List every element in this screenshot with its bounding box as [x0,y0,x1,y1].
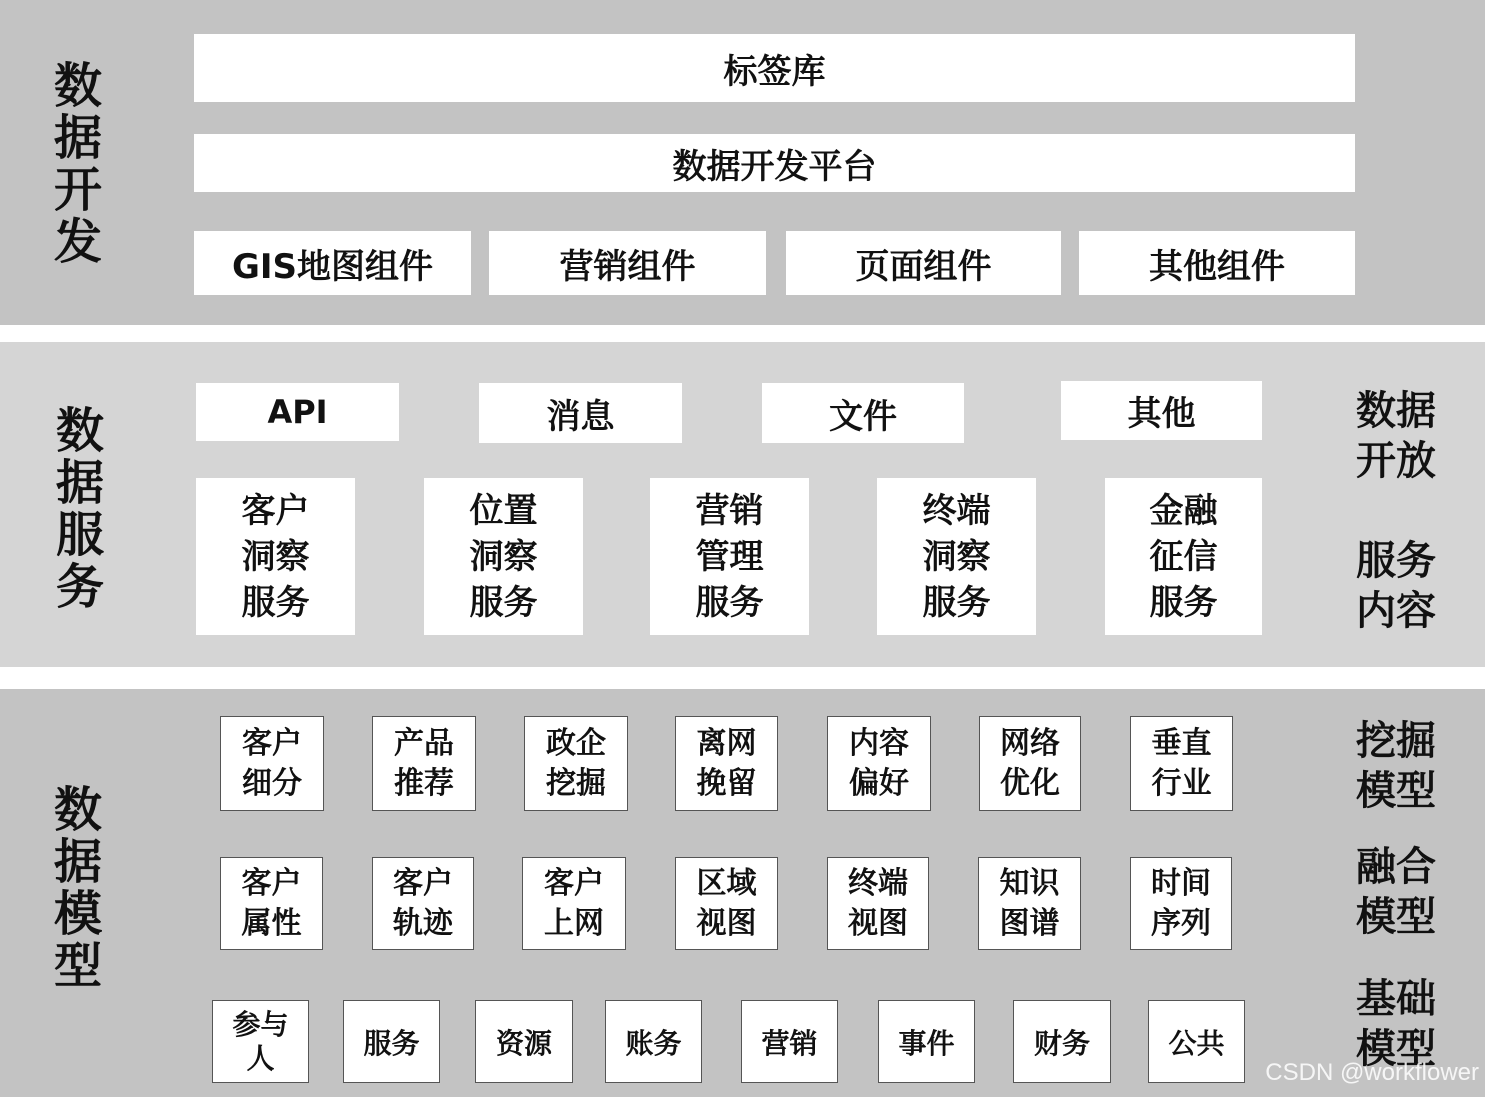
marketing-component-box: 营销组件 [489,231,766,295]
base-model-item: 财务 [1013,1000,1111,1083]
mining-model-item: 政企 挖掘 [524,716,628,811]
base-model-item: 参与 人 [212,1000,309,1083]
base-model-item: 营销 [741,1000,838,1083]
customer-insight-service-box: 客户 洞察 服务 [196,478,355,635]
base-model-item: 服务 [343,1000,440,1083]
fusion-model-item: 时间 序列 [1130,857,1232,950]
page-component-box: 页面组件 [786,231,1061,295]
file-box: 文件 [762,383,964,443]
mining-model-item: 客户 细分 [220,716,324,811]
mining-model-item: 垂直 行业 [1130,716,1233,811]
other-component-box: 其他组件 [1079,231,1355,295]
mining-model-label: 挖掘 模型 [1356,718,1436,814]
base-model-item: 资源 [475,1000,573,1083]
service-content-label: 服务 内容 [1356,538,1436,634]
fusion-model-label: 融合 模型 [1356,844,1436,940]
terminal-insight-service-box: 终端 洞察 服务 [877,478,1036,635]
message-box: 消息 [479,383,682,443]
mining-model-item: 产品 推荐 [372,716,476,811]
fusion-model-item: 知识 图谱 [978,857,1081,950]
mining-model-item: 网络 优化 [979,716,1081,811]
location-insight-service-box: 位置 洞察 服务 [424,478,583,635]
mining-model-item: 离网 挽留 [675,716,778,811]
watermark: CSDN @workflower [1265,1059,1479,1086]
fusion-model-item: 客户 属性 [220,857,323,950]
base-model-label: 基础 模型 [1356,976,1436,1072]
tag-library-box: 标签库 [194,34,1355,102]
base-model-item: 账务 [605,1000,702,1083]
data-open-label: 数据 开放 [1356,388,1436,484]
data-service-label: 数 据 服 务 [55,403,104,615]
base-model-item: 公共 [1148,1000,1245,1083]
other-open-box: 其他 [1061,381,1262,440]
data-model-label: 数 据 模 型 [53,782,102,994]
fusion-model-item: 客户 上网 [522,857,626,950]
base-model-item: 事件 [878,1000,975,1083]
mining-model-item: 内容 偏好 [827,716,931,811]
data-development-label: 数 据 开 发 [53,58,102,270]
gis-map-component-box: GIS地图组件 [194,231,471,295]
data-dev-platform-box: 数据开发平台 [194,134,1355,192]
fusion-model-item: 区域 视图 [675,857,778,950]
finance-credit-service-box: 金融 征信 服务 [1105,478,1262,635]
fusion-model-item: 客户 轨迹 [372,857,474,950]
marketing-management-service-box: 营销 管理 服务 [650,478,809,635]
api-box: API [196,383,399,441]
fusion-model-item: 终端 视图 [827,857,929,950]
